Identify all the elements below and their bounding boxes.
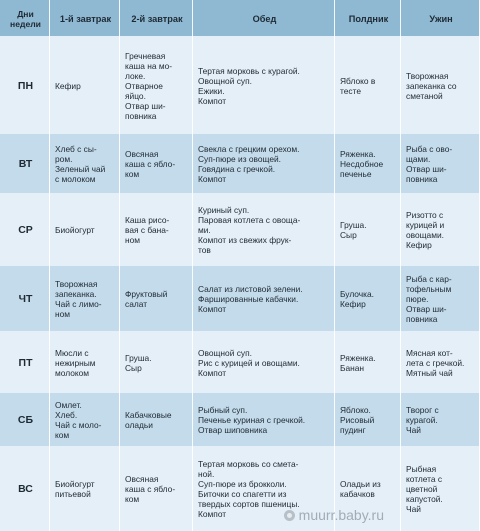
watermark-logo-icon [284, 510, 295, 521]
table-cell: Творог с курагой. Чай [401, 393, 480, 446]
table-cell: Мясная кот- лета с гречкой. Мятный чай [401, 331, 480, 393]
day-label-tuesday: ВТ [0, 134, 50, 193]
table-cell: Хлеб с сы- ром. Зеленый чай с молоком [50, 134, 120, 193]
table-cell: Ризотто с курицей и овощами. Кефир [401, 193, 480, 266]
table-cell: Творожная запеканка со сметаной [401, 36, 480, 134]
table-cell: Биойогурт питьевой [50, 446, 120, 531]
table-cell: Салат из листовой зелени. Фаршированные кабачки. Компот [193, 266, 335, 331]
table-cell: Кабачковые оладьи [120, 393, 193, 446]
table-cell: Булочка. Кефир [335, 266, 401, 331]
day-label-saturday: СБ [0, 393, 50, 446]
table-cell: Омлет. Хлеб. Чай с моло- ком [50, 393, 120, 446]
table-cell: Тертая морковь с курагой. Овощной суп. Ежики. Компот [193, 36, 335, 134]
table-cell: Яблоко. Рисовый пудинг [335, 393, 401, 446]
day-label-friday: ПТ [0, 331, 50, 393]
watermark-text: muurr.baby.ru [298, 507, 384, 523]
day-label-wednesday: СР [0, 193, 50, 266]
table-cell: Ряженка. Банан [335, 331, 401, 393]
table-cell: Груша. Сыр [335, 193, 401, 266]
header-snack: Полдник [335, 0, 401, 36]
table-cell: Свекла с грецким орехом. Суп-пюре из овощей. Говядина с гречкой. Компот [193, 134, 335, 193]
table-cell: Рыба с кар- тофельным пюре. Отвар ши- повника [401, 266, 480, 331]
day-label-monday: ПН [0, 36, 50, 134]
day-label-sunday: ВС [0, 446, 50, 531]
header-lunch: Обед [193, 0, 335, 36]
table-cell: Биойогурт [50, 193, 120, 266]
table-cell: Кефир [50, 36, 120, 134]
table-cell: Рыбный суп. Печенье куриная с гречкой. Отвар шиповника [193, 393, 335, 446]
table-cell: Овсяная каша с ябло- ком [120, 134, 193, 193]
table-cell: Каша рисо- вая с бана- ном [120, 193, 193, 266]
table-cell: Рыбная котлета с цветной капустой. Чай [401, 446, 480, 531]
table-cell: Яблоко в тесте [335, 36, 401, 134]
table-cell: Мюсли с нежирным молоком [50, 331, 120, 393]
header-breakfast-2: 2-й завтрак [120, 0, 193, 36]
table-cell: Овсяная каша с ябло- ком [120, 446, 193, 531]
day-label-thursday: ЧТ [0, 266, 50, 331]
table-cell: Ряженка. Несдобное печенье [335, 134, 401, 193]
table-cell: Овощной суп. Рис с курицей и овощами. Компот [193, 331, 335, 393]
header-breakfast-1: 1-й завтрак [50, 0, 120, 36]
header-days: Дни недели [0, 0, 50, 36]
table-cell: Фруктовый салат [120, 266, 193, 331]
table-cell: Творожная запеканка. Чай с лимо- ном [50, 266, 120, 331]
table-cell: Гречневая каша на мо- локе. Отварное яйцо. Отвар ши- повника [120, 36, 193, 134]
table-cell: Груша. Сыр [120, 331, 193, 393]
watermark [284, 507, 384, 523]
header-dinner: Ужин [401, 0, 480, 36]
table-cell: Рыба с ово- щами. Отвар ши- повника [401, 134, 480, 193]
table-cell: Куриный суп. Паровая котлета с овоща- ми. Компот из свежих фрук- тов [193, 193, 335, 266]
table-cell: Тертая морковь со смета- ной. Суп-пюре из брокколи. Биточки со спагетти из твердых сортов пшеницы. Компот [193, 446, 335, 531]
table-cell: Оладьи из кабачков [335, 446, 401, 531]
